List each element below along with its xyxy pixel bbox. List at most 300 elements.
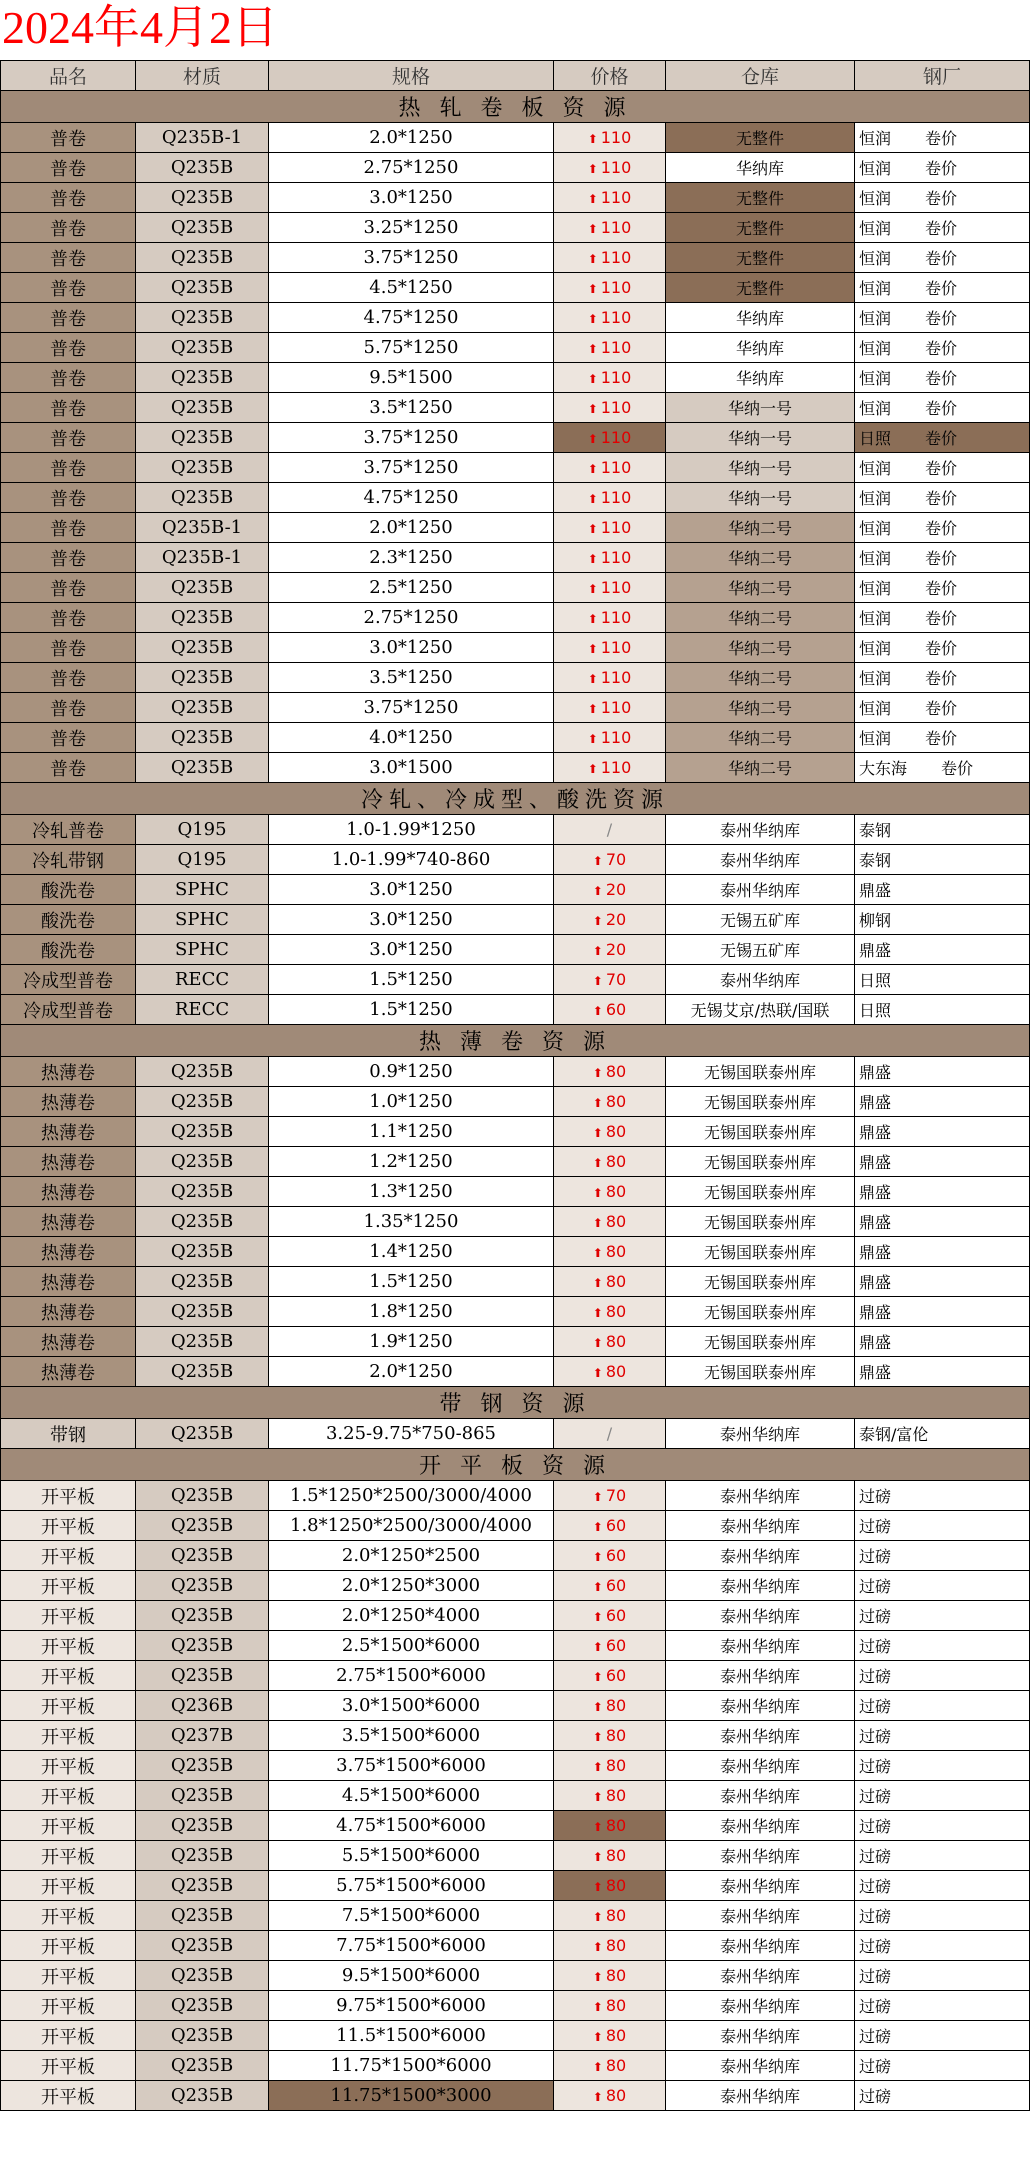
product-cell: 普卷 xyxy=(1,363,136,393)
table-row xyxy=(1,543,1030,573)
table-row xyxy=(1,1327,1030,1357)
spec-cell: 2.0*1250 xyxy=(269,513,554,543)
up-arrow-icon: ⬆ xyxy=(592,2000,603,2014)
spec-cell: 11.5*1500*6000 xyxy=(269,2021,554,2051)
material-cell: Q235B xyxy=(136,1991,269,2021)
mill-name: 过磅 xyxy=(859,1817,892,1836)
price-cell xyxy=(554,1541,666,1571)
warehouse-cell: 无锡国联泰州库 xyxy=(666,1087,855,1117)
mill-cell xyxy=(855,1991,1030,2021)
price-table-body xyxy=(1,61,1030,2111)
price-value: 80 xyxy=(605,2086,627,2105)
table-row xyxy=(1,1237,1030,1267)
up-arrow-icon: ⬆ xyxy=(592,854,603,868)
price-cell xyxy=(554,243,666,273)
mill-name: 恒润 xyxy=(859,219,892,238)
mill-cell xyxy=(855,1811,1030,1841)
mill-cell xyxy=(855,965,1030,995)
mill-cell xyxy=(855,663,1030,693)
spec-cell: 3.25-9.75*750-865 xyxy=(269,1419,554,1449)
price-value: 80 xyxy=(605,1846,627,1865)
mill-cell xyxy=(855,1721,1030,1751)
price-type-label: 卷价 xyxy=(925,249,958,268)
up-arrow-icon: ⬆ xyxy=(587,162,598,176)
mill-cell xyxy=(855,1751,1030,1781)
material-cell: Q235B xyxy=(136,1781,269,1811)
material-cell: Q235B xyxy=(136,2051,269,2081)
material-cell: Q235B xyxy=(136,603,269,633)
material-cell: Q235B xyxy=(136,1117,269,1147)
price-cell xyxy=(554,1419,666,1449)
price-cell xyxy=(554,905,666,935)
price-cell xyxy=(554,1811,666,1841)
product-cell: 开平板 xyxy=(1,2081,136,2111)
warehouse-cell: 泰州华纳库 xyxy=(666,1419,855,1449)
mill-cell xyxy=(855,1177,1030,1207)
material-cell: Q235B xyxy=(136,423,269,453)
price-value: 80 xyxy=(605,1936,627,1955)
warehouse-cell: 无锡国联泰州库 xyxy=(666,1237,855,1267)
mill-name: 过磅 xyxy=(859,1637,892,1656)
mill-cell xyxy=(855,905,1030,935)
column-header-row xyxy=(1,61,1030,91)
table-row xyxy=(1,1087,1030,1117)
price-cell xyxy=(554,153,666,183)
price-value: 110 xyxy=(600,128,632,147)
warehouse-cell: 无锡国联泰州库 xyxy=(666,1117,855,1147)
mill-name: 恒润 xyxy=(859,399,892,418)
mill-cell xyxy=(855,1661,1030,1691)
material-cell: SPHC xyxy=(136,935,269,965)
price-type-label: 卷价 xyxy=(925,459,958,478)
price-cell xyxy=(554,753,666,783)
up-arrow-icon: ⬆ xyxy=(587,762,598,776)
mill-name: 日照 xyxy=(859,1001,892,1020)
mill-name: 鼎盛 xyxy=(859,941,892,960)
mill-cell xyxy=(855,1931,1030,1961)
spec-cell: 3.0*1500*6000 xyxy=(269,1691,554,1721)
product-cell: 开平板 xyxy=(1,1691,136,1721)
section-header-row xyxy=(1,1387,1030,1419)
warehouse-cell: 华纳一号 xyxy=(666,393,855,423)
spec-cell: 2.0*1250*2500 xyxy=(269,1541,554,1571)
product-cell: 普卷 xyxy=(1,213,136,243)
price-value: 110 xyxy=(600,218,632,237)
price-value: 80 xyxy=(605,1272,627,1291)
product-cell: 开平板 xyxy=(1,1991,136,2021)
up-arrow-icon: ⬆ xyxy=(592,1126,603,1140)
price-type-label: 卷价 xyxy=(941,759,974,778)
section-header-row xyxy=(1,783,1030,815)
material-cell: Q235B xyxy=(136,1481,269,1511)
product-cell: 热薄卷 xyxy=(1,1267,136,1297)
table-row xyxy=(1,1177,1030,1207)
spec-cell: 1.5*1250 xyxy=(269,995,554,1025)
mill-name: 鼎盛 xyxy=(859,881,892,900)
product-cell: 普卷 xyxy=(1,123,136,153)
up-arrow-icon: ⬆ xyxy=(587,252,598,266)
material-cell: Q235B xyxy=(136,1267,269,1297)
price-type-label: 卷价 xyxy=(925,129,958,148)
table-row xyxy=(1,1901,1030,1931)
warehouse-cell: 泰州华纳库 xyxy=(666,1691,855,1721)
up-arrow-icon: ⬆ xyxy=(592,1790,603,1804)
mill-cell xyxy=(855,1117,1030,1147)
warehouse-cell: 泰州华纳库 xyxy=(666,1811,855,1841)
warehouse-cell: 无锡国联泰州库 xyxy=(666,1267,855,1297)
spec-cell: 2.75*1250 xyxy=(269,153,554,183)
material-cell: Q235B xyxy=(136,393,269,423)
column-header-product: 品名 xyxy=(1,61,136,91)
spec-cell: 3.75*1250 xyxy=(269,693,554,723)
price-cell xyxy=(554,875,666,905)
table-row xyxy=(1,1931,1030,1961)
up-arrow-icon: ⬆ xyxy=(587,342,598,356)
product-cell: 普卷 xyxy=(1,393,136,423)
up-arrow-icon: ⬆ xyxy=(587,192,598,206)
price-value: 80 xyxy=(605,1726,627,1745)
warehouse-cell: 泰州华纳库 xyxy=(666,845,855,875)
mill-name: 鼎盛 xyxy=(859,1063,892,1082)
price-cell xyxy=(554,183,666,213)
mill-name: 鼎盛 xyxy=(859,1363,892,1382)
price-cell xyxy=(554,1297,666,1327)
material-cell: Q235B xyxy=(136,363,269,393)
price-value: 110 xyxy=(600,578,632,597)
table-row xyxy=(1,1991,1030,2021)
price-value: 80 xyxy=(605,1122,627,1141)
price-cell xyxy=(554,573,666,603)
warehouse-cell: 泰州华纳库 xyxy=(666,1991,855,2021)
mill-cell xyxy=(855,273,1030,303)
spec-cell: 1.8*1250*2500/3000/4000 xyxy=(269,1511,554,1541)
product-cell: 普卷 xyxy=(1,633,136,663)
product-cell: 开平板 xyxy=(1,1961,136,1991)
up-arrow-icon: ⬆ xyxy=(592,1216,603,1230)
warehouse-cell: 无锡五矿库 xyxy=(666,935,855,965)
mill-name: 过磅 xyxy=(859,2087,892,2106)
table-row xyxy=(1,363,1030,393)
price-value: 80 xyxy=(605,1816,627,1835)
warehouse-cell: 无锡艾京/热联/国联 xyxy=(666,995,855,1025)
product-cell: 普卷 xyxy=(1,153,136,183)
spec-cell: 2.0*1250*3000 xyxy=(269,1571,554,1601)
material-cell: Q235B xyxy=(136,303,269,333)
mill-cell xyxy=(855,543,1030,573)
up-arrow-icon: ⬆ xyxy=(592,1276,603,1290)
price-cell xyxy=(554,845,666,875)
mill-cell xyxy=(855,1207,1030,1237)
spec-cell: 3.75*1250 xyxy=(269,243,554,273)
table-row xyxy=(1,995,1030,1025)
material-cell: Q235B xyxy=(136,1419,269,1449)
material-cell: Q235B-1 xyxy=(136,123,269,153)
up-arrow-icon: ⬆ xyxy=(592,1730,603,1744)
product-cell: 普卷 xyxy=(1,723,136,753)
material-cell: SPHC xyxy=(136,875,269,905)
price-value: / xyxy=(606,1424,613,1443)
spec-cell: 1.4*1250 xyxy=(269,1237,554,1267)
price-type-label: 卷价 xyxy=(925,219,958,238)
product-cell: 开平板 xyxy=(1,1511,136,1541)
up-arrow-icon: ⬆ xyxy=(587,672,598,686)
price-cell xyxy=(554,1721,666,1751)
material-cell: Q235B xyxy=(136,1207,269,1237)
table-row xyxy=(1,1691,1030,1721)
warehouse-cell: 华纳二号 xyxy=(666,543,855,573)
warehouse-cell: 华纳库 xyxy=(666,363,855,393)
product-cell: 酸洗卷 xyxy=(1,875,136,905)
warehouse-cell: 无整件 xyxy=(666,243,855,273)
product-cell: 热薄卷 xyxy=(1,1087,136,1117)
material-cell: Q235B xyxy=(136,333,269,363)
up-arrow-icon: ⬆ xyxy=(592,884,603,898)
price-value: 80 xyxy=(605,1362,627,1381)
price-type-label: 卷价 xyxy=(925,609,958,628)
product-cell: 普卷 xyxy=(1,573,136,603)
table-row xyxy=(1,1147,1030,1177)
warehouse-cell: 泰州华纳库 xyxy=(666,1481,855,1511)
table-row xyxy=(1,1781,1030,1811)
product-cell: 冷成型普卷 xyxy=(1,995,136,1025)
material-cell: Q235B xyxy=(136,1541,269,1571)
price-cell xyxy=(554,1961,666,1991)
up-arrow-icon: ⬆ xyxy=(592,1186,603,1200)
spec-cell: 3.75*1500*6000 xyxy=(269,1751,554,1781)
up-arrow-icon: ⬆ xyxy=(587,612,598,626)
table-row xyxy=(1,1661,1030,1691)
up-arrow-icon: ⬆ xyxy=(592,1850,603,1864)
price-type-label: 卷价 xyxy=(925,189,958,208)
warehouse-cell: 无整件 xyxy=(666,273,855,303)
warehouse-cell: 泰州华纳库 xyxy=(666,1571,855,1601)
product-cell: 普卷 xyxy=(1,303,136,333)
price-cell xyxy=(554,995,666,1025)
spec-cell: 9.5*1500 xyxy=(269,363,554,393)
price-cell xyxy=(554,1057,666,1087)
table-row xyxy=(1,153,1030,183)
price-table xyxy=(0,60,1030,2111)
mill-cell xyxy=(855,2081,1030,2111)
spec-cell: 3.25*1250 xyxy=(269,213,554,243)
up-arrow-icon: ⬆ xyxy=(587,702,598,716)
warehouse-cell: 华纳库 xyxy=(666,333,855,363)
table-row xyxy=(1,1117,1030,1147)
price-value: 110 xyxy=(600,518,632,537)
mill-name: 过磅 xyxy=(859,1517,892,1536)
material-cell: Q235B xyxy=(136,573,269,603)
material-cell: Q235B xyxy=(136,1931,269,1961)
up-arrow-icon: ⬆ xyxy=(592,1580,603,1594)
product-cell: 普卷 xyxy=(1,693,136,723)
table-row xyxy=(1,183,1030,213)
material-cell: SPHC xyxy=(136,905,269,935)
table-row xyxy=(1,1721,1030,1751)
price-value: 80 xyxy=(605,1332,627,1351)
price-value: 80 xyxy=(605,1242,627,1261)
up-arrow-icon: ⬆ xyxy=(592,2030,603,2044)
spec-cell: 1.3*1250 xyxy=(269,1177,554,1207)
spec-cell: 0.9*1250 xyxy=(269,1057,554,1087)
table-row xyxy=(1,513,1030,543)
price-cell xyxy=(554,693,666,723)
mill-name: 恒润 xyxy=(859,549,892,568)
up-arrow-icon: ⬆ xyxy=(592,1820,603,1834)
up-arrow-icon: ⬆ xyxy=(587,432,598,446)
warehouse-cell: 泰州华纳库 xyxy=(666,1961,855,1991)
warehouse-cell: 华纳二号 xyxy=(666,603,855,633)
product-cell: 普卷 xyxy=(1,183,136,213)
product-cell: 普卷 xyxy=(1,603,136,633)
table-row xyxy=(1,1751,1030,1781)
mill-name: 过磅 xyxy=(859,1667,892,1686)
section-title: 热 薄 卷 资 源 xyxy=(1,1025,1030,1057)
warehouse-cell: 泰州华纳库 xyxy=(666,1511,855,1541)
price-value: 80 xyxy=(605,1906,627,1925)
price-cell xyxy=(554,1481,666,1511)
price-type-label: 卷价 xyxy=(925,279,958,298)
product-cell: 普卷 xyxy=(1,663,136,693)
warehouse-cell: 华纳二号 xyxy=(666,633,855,663)
table-row xyxy=(1,753,1030,783)
up-arrow-icon: ⬆ xyxy=(592,1336,603,1350)
table-row xyxy=(1,905,1030,935)
spec-cell: 11.75*1500*3000 xyxy=(269,2081,554,2111)
up-arrow-icon: ⬆ xyxy=(592,944,603,958)
price-cell xyxy=(554,1781,666,1811)
warehouse-cell: 泰州华纳库 xyxy=(666,2021,855,2051)
price-value: 110 xyxy=(600,428,632,447)
material-cell: Q235B xyxy=(136,273,269,303)
warehouse-cell: 泰州华纳库 xyxy=(666,1601,855,1631)
price-value: 110 xyxy=(600,488,632,507)
price-value: 70 xyxy=(605,970,627,989)
mill-cell xyxy=(855,995,1030,1025)
spec-cell: 2.0*1250*4000 xyxy=(269,1601,554,1631)
mill-cell xyxy=(855,423,1030,453)
mill-cell xyxy=(855,153,1030,183)
mill-name: 过磅 xyxy=(859,1967,892,1986)
price-value: 80 xyxy=(605,1212,627,1231)
material-cell: Q235B xyxy=(136,1871,269,1901)
price-type-label: 卷价 xyxy=(925,519,958,538)
price-value: 70 xyxy=(605,1486,627,1505)
product-cell: 热薄卷 xyxy=(1,1147,136,1177)
up-arrow-icon: ⬆ xyxy=(587,402,598,416)
mill-cell xyxy=(855,693,1030,723)
material-cell: Q235B-1 xyxy=(136,513,269,543)
spec-cell: 4.5*1250 xyxy=(269,273,554,303)
price-value: 110 xyxy=(600,368,632,387)
product-cell: 热薄卷 xyxy=(1,1117,136,1147)
mill-name: 过磅 xyxy=(859,1487,892,1506)
price-value: 80 xyxy=(605,1786,627,1805)
spec-cell: 1.1*1250 xyxy=(269,1117,554,1147)
mill-name: 过磅 xyxy=(859,1757,892,1776)
product-cell: 开平板 xyxy=(1,1631,136,1661)
product-cell: 开平板 xyxy=(1,1781,136,1811)
material-cell: Q237B xyxy=(136,1721,269,1751)
spec-cell: 1.2*1250 xyxy=(269,1147,554,1177)
mill-cell xyxy=(855,1541,1030,1571)
material-cell: Q235B xyxy=(136,1751,269,1781)
price-cell xyxy=(554,723,666,753)
product-cell: 普卷 xyxy=(1,483,136,513)
price-value: 110 xyxy=(600,728,632,747)
price-value: 110 xyxy=(600,548,632,567)
warehouse-cell: 泰州华纳库 xyxy=(666,965,855,995)
warehouse-cell: 华纳一号 xyxy=(666,483,855,513)
mill-cell xyxy=(855,1901,1030,1931)
up-arrow-icon: ⬆ xyxy=(592,914,603,928)
price-type-label: 卷价 xyxy=(925,699,958,718)
material-cell: Q235B xyxy=(136,1297,269,1327)
material-cell: Q235B xyxy=(136,183,269,213)
warehouse-cell: 泰州华纳库 xyxy=(666,2081,855,2111)
mill-name: 恒润 xyxy=(859,609,892,628)
spec-cell: 1.5*1250 xyxy=(269,965,554,995)
table-row xyxy=(1,1961,1030,1991)
material-cell: Q235B xyxy=(136,1811,269,1841)
price-cell xyxy=(554,633,666,663)
material-cell: Q235B xyxy=(136,1177,269,1207)
column-header-material: 材质 xyxy=(136,61,269,91)
table-row xyxy=(1,483,1030,513)
price-value: 110 xyxy=(600,188,632,207)
price-value: 80 xyxy=(605,1696,627,1715)
price-cell xyxy=(554,1267,666,1297)
price-cell xyxy=(554,965,666,995)
table-row xyxy=(1,1631,1030,1661)
price-cell xyxy=(554,513,666,543)
spec-cell: 5.75*1250 xyxy=(269,333,554,363)
price-value: 20 xyxy=(605,940,627,959)
price-value: 80 xyxy=(605,1092,627,1111)
up-arrow-icon: ⬆ xyxy=(592,1156,603,1170)
mill-name: 恒润 xyxy=(859,279,892,298)
product-cell: 酸洗卷 xyxy=(1,935,136,965)
material-cell: Q235B xyxy=(136,1511,269,1541)
warehouse-cell: 华纳二号 xyxy=(666,693,855,723)
table-row xyxy=(1,1207,1030,1237)
table-row xyxy=(1,1871,1030,1901)
spec-cell: 4.0*1250 xyxy=(269,723,554,753)
price-cell xyxy=(554,213,666,243)
mill-name: 过磅 xyxy=(859,1727,892,1746)
warehouse-cell: 泰州华纳库 xyxy=(666,1901,855,1931)
mill-cell xyxy=(855,513,1030,543)
up-arrow-icon: ⬆ xyxy=(592,1880,603,1894)
material-cell: Q235B xyxy=(136,1661,269,1691)
section-title: 冷轧、冷成型、酸洗资源 xyxy=(1,783,1030,815)
mill-name: 大东海 xyxy=(859,759,908,778)
price-cell xyxy=(554,1901,666,1931)
mill-name: 恒润 xyxy=(859,369,892,388)
table-row xyxy=(1,815,1030,845)
product-cell: 开平板 xyxy=(1,1601,136,1631)
up-arrow-icon: ⬆ xyxy=(592,1970,603,1984)
price-cell xyxy=(554,1991,666,2021)
spec-cell: 4.75*1500*6000 xyxy=(269,1811,554,1841)
spec-cell: 2.5*1500*6000 xyxy=(269,1631,554,1661)
spec-cell: 3.5*1500*6000 xyxy=(269,1721,554,1751)
warehouse-cell: 无锡国联泰州库 xyxy=(666,1357,855,1387)
product-cell: 酸洗卷 xyxy=(1,905,136,935)
mill-cell xyxy=(855,1601,1030,1631)
material-cell: Q235B xyxy=(136,1961,269,1991)
price-value: 110 xyxy=(600,698,632,717)
price-cell xyxy=(554,1117,666,1147)
